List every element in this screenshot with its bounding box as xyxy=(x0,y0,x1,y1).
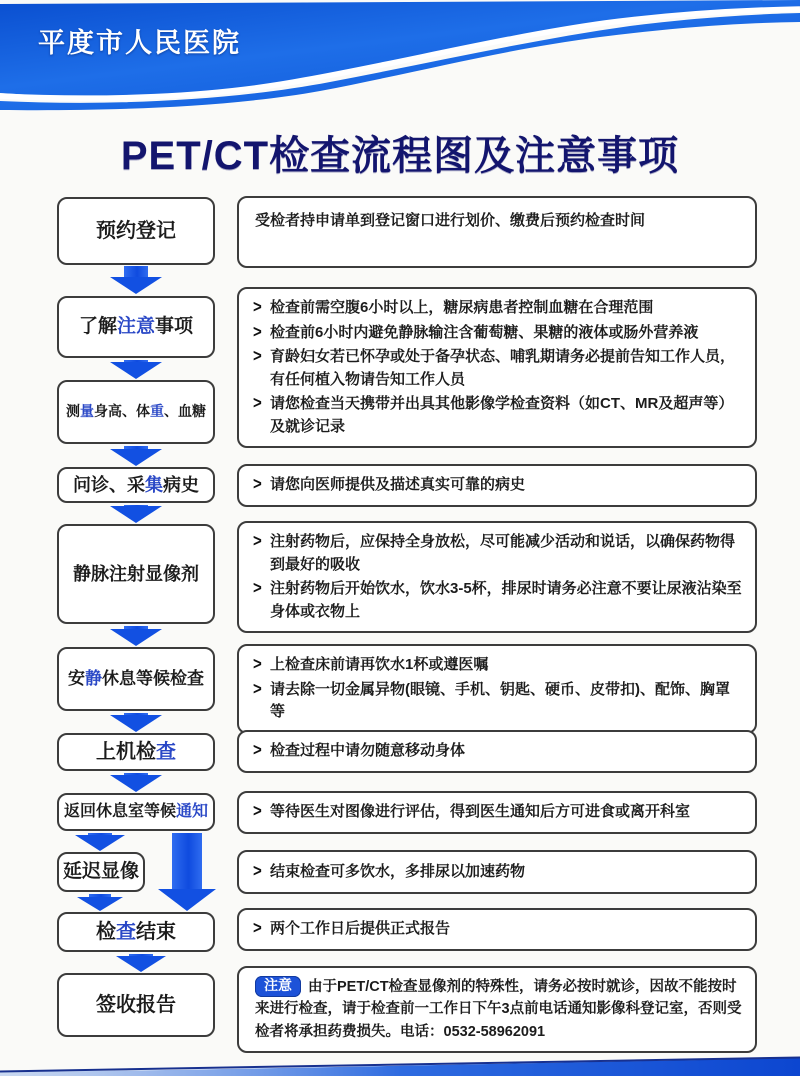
flow-step-box xyxy=(57,380,215,444)
note-line: 受检者持申请单到登记窗口进行划价、缴费后预约检查时间 xyxy=(255,212,646,229)
note-line: > 注射药物后，应保持全身放松，尽可能减少活动和说话，以确保药物得到最好的吸收 xyxy=(253,531,743,576)
flow-step-label: 预约登记 xyxy=(96,219,176,242)
bullet-chevron-icon: > xyxy=(253,801,262,822)
flow-step-label: 延迟显像 xyxy=(62,861,139,883)
hospital-name: 平度市人民医院 xyxy=(38,28,241,58)
bottom-wave-graphic xyxy=(0,1054,800,1076)
flow-step-label: 了解注意事项 xyxy=(78,316,194,338)
flow-arrow-icon xyxy=(110,360,162,379)
note-line: > 两个工作日后提供正式报告 xyxy=(253,918,450,941)
note-line: > 注射药物后开始饮水，饮水3-5杯，排尿时请务必注意不要让尿液沾染至身体或衣物上 xyxy=(253,578,743,623)
flow-arrow-icon xyxy=(110,773,162,792)
flow-step-box xyxy=(57,973,215,1037)
note-line: > 检查过程中请勿随意移动身体 xyxy=(253,740,465,763)
flow-note-box xyxy=(237,730,757,773)
flow-note-box xyxy=(237,196,757,268)
flow-note-box xyxy=(237,287,757,448)
note-line: 注意 由于PET/CT检查显像剂的特殊性，请务必按时就诊，因故不能按时来进行检查，请于检查前一工作日下午3点前电话通知影像科登记室，否则受检者将承担药费损失。电话：0532-58962091 xyxy=(255,977,742,1040)
bullet-chevron-icon: > xyxy=(253,297,262,318)
bullet-chevron-icon: > xyxy=(253,346,262,367)
bullet-chevron-icon: > xyxy=(253,578,262,599)
note-line: > 结束检查可多饮水，多排尿以加速药物 xyxy=(253,861,525,884)
flow-step-box xyxy=(57,852,145,892)
flow-step-label: 签收报告 xyxy=(96,993,176,1016)
flow-note-box xyxy=(237,966,757,1053)
bullet-chevron-icon: > xyxy=(253,679,262,699)
flow-note-box xyxy=(237,791,757,834)
flow-step-box xyxy=(57,467,215,503)
flow-note-box xyxy=(237,908,757,951)
bullet-chevron-icon: > xyxy=(253,654,262,675)
bullet-chevron-icon: > xyxy=(253,740,262,761)
bullet-chevron-icon: > xyxy=(253,474,262,495)
flow-arrow-icon xyxy=(110,713,162,732)
flow-step-label: 静脉注射显像剂 xyxy=(73,563,199,584)
page-title: PET/CT检查流程图及注意事项 xyxy=(120,134,680,178)
flow-note-box xyxy=(237,850,757,894)
flow-step-box xyxy=(57,296,215,358)
flow-note-box xyxy=(237,464,757,507)
flow-arrow-icon xyxy=(116,954,166,972)
flow-arrow-icon xyxy=(158,833,216,911)
flow-arrow-icon xyxy=(110,266,162,294)
notice-badge: 注意 xyxy=(255,976,301,997)
flow-arrow-icon xyxy=(75,833,125,851)
bullet-chevron-icon: > xyxy=(253,322,262,342)
flow-step-box xyxy=(57,647,215,711)
flow-arrow-icon xyxy=(77,894,123,911)
bullet-chevron-icon: > xyxy=(253,393,262,414)
flow-step-label: 问诊、采集病史 xyxy=(73,474,199,495)
bullet-chevron-icon: > xyxy=(253,861,262,881)
flow-step-box xyxy=(57,733,215,771)
flow-step-label: 安静休息等候检查 xyxy=(68,669,204,689)
flow-step-box xyxy=(57,793,215,831)
flow-step-label: 上机检查 xyxy=(96,740,176,763)
note-line: > 请您向医师提供及描述真实可靠的病史 xyxy=(253,474,525,497)
note-line: > 育龄妇女若已怀孕或处于备孕状态、哺乳期请务必提前告知工作人员，有任何植入物请告知工作人员 xyxy=(253,346,743,391)
flow-step-box xyxy=(57,912,215,952)
flow-step-label: 返回休息室等候通知 xyxy=(63,803,209,820)
flow-arrow-icon xyxy=(110,626,162,646)
note-line: > 检查前6小时内避免静脉输注含葡萄糖、果糖的液体或肠外营养液 xyxy=(253,322,698,345)
note-line: > 请您检查当天携带并出具其他影像学检查资料（如CT、MR及超声等）及就诊记录 xyxy=(253,393,743,438)
note-line: > 检查前需空腹6小时以上，糖尿病患者控制血糖在合理范围 xyxy=(253,297,653,320)
flow-note-box xyxy=(237,521,757,633)
flow-note-box xyxy=(237,644,757,734)
bullet-chevron-icon: > xyxy=(253,531,262,552)
flow-step-label: 测量身高、体重、血糖 xyxy=(66,403,206,420)
flow-arrow-icon xyxy=(110,446,162,466)
flow-step-box xyxy=(57,524,215,624)
note-line: > 上检查床前请再饮水1杯或遵医嘱 xyxy=(253,654,488,677)
note-line: > 等待医生对图像进行评估，得到医生通知后方可进食或离开科室 xyxy=(253,801,690,824)
flow-step-label: 检查结束 xyxy=(96,920,176,943)
note-line: > 请去除一切金属异物(眼镜、手机、钥匙、硬币、皮带扣)、配饰、胸罩等 xyxy=(253,679,743,724)
flow-arrow-icon xyxy=(110,505,162,523)
flow-step-box xyxy=(57,197,215,265)
bullet-chevron-icon: > xyxy=(253,918,262,939)
